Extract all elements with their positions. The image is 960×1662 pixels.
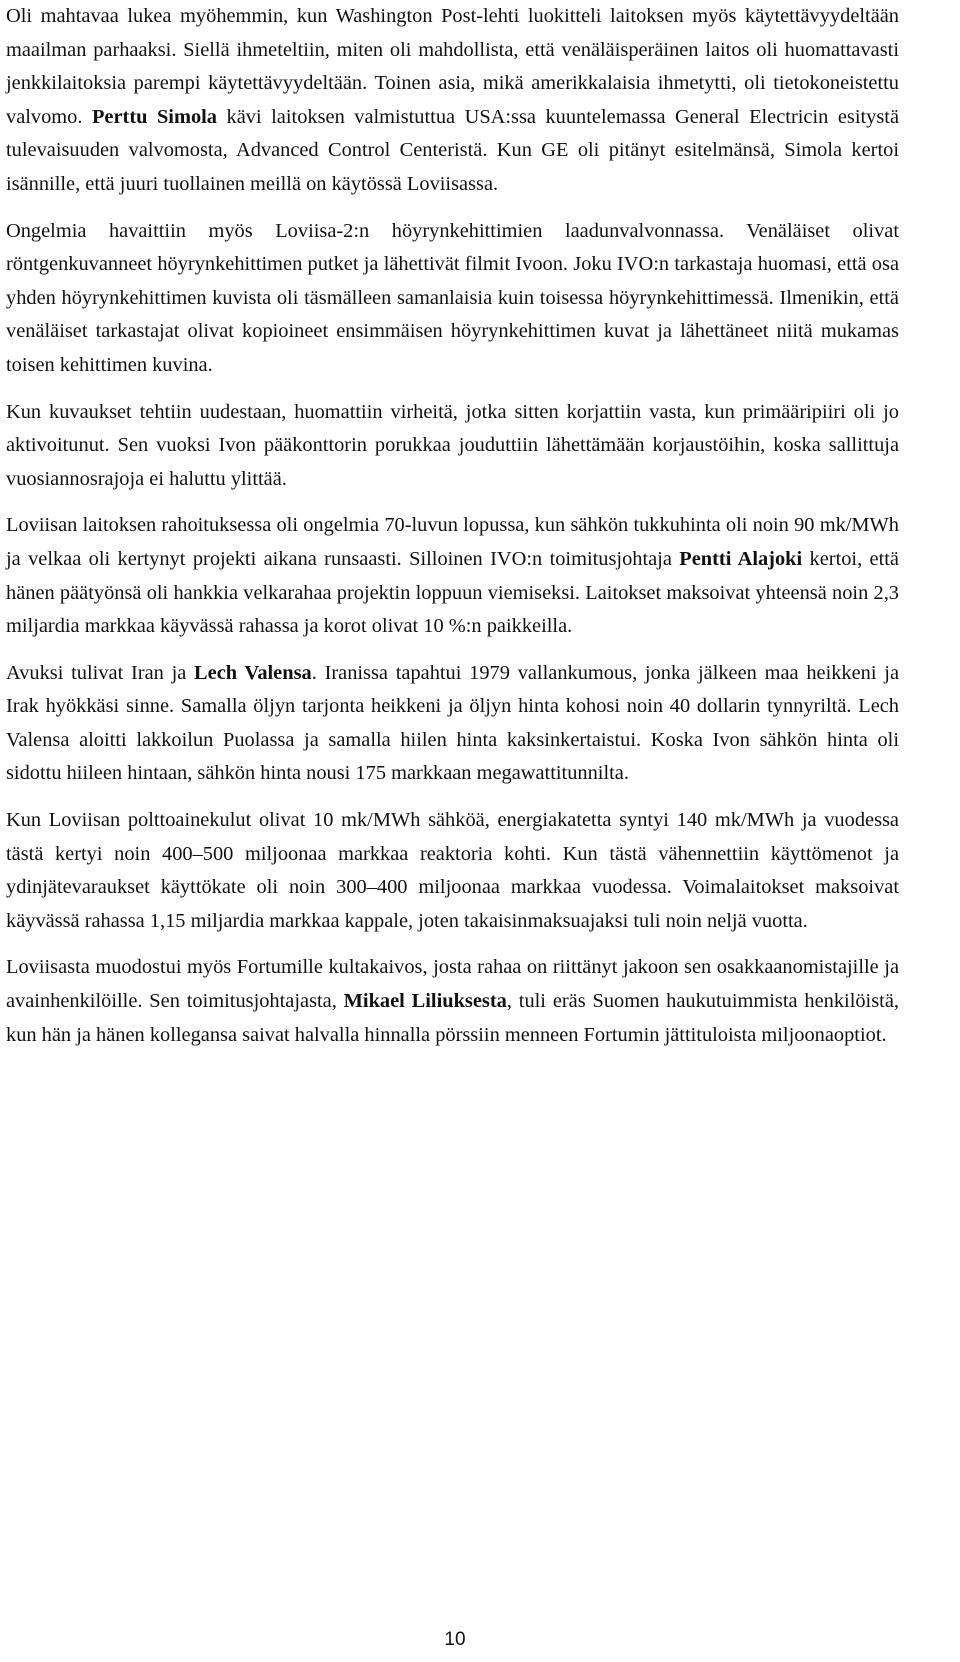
paragraph — [6, 951, 899, 1052]
paragraph — [6, 0, 899, 202]
bold-name-text: Mikael Liliuksesta — [343, 990, 507, 1013]
paragraph-text: Loviisasta muodostui myös Fortumille kultakaivos, josta rahaa on riittänyt jakoon sen osakkaanomistajille ja avainhenkilöille. Sen toimitusjohtajasta, — [6, 956, 899, 1013]
paragraph — [6, 509, 899, 643]
paragraph — [6, 804, 899, 938]
paragraph-text: Loviisan laitoksen rahoituksessa oli ongelmia 70-luvun lopussa, kun sähkön tukkuhinta oli noin 90 mk/MWh ja velkaa oli kertynyt projekti aikana runsaasti. Silloinen IVO:n toimitusjohtaja — [6, 514, 899, 570]
paragraph-text: Ongelmia havaittiin myös Loviisa-2:n höyrynkehittimien laadunvalvonnassa. Venäläiset olivat röntgenkuvanneet höyrynkehittimen putket ja lähettivät filmit Ivoon. Joku IVO:n tarkastaja huomasi, että osa yhden höyrynkehittimen kuvista oli täsmälleen samanlaisia kuin toisessa höyrynkehittimessä. Ilmenikin, että venäläiset tarkastajat olivat kopioineet ensimmäisen höyrynkehittimen kuvat ja lähettäneet niitä mukamas toisen kehittimen kuvina. — [6, 219, 899, 376]
paragraph — [6, 215, 899, 383]
page-number: 10 — [444, 1629, 466, 1650]
paragraph — [6, 657, 899, 791]
paragraph — [6, 396, 899, 497]
paragraph-text: Kun Loviisan polttoainekulut olivat 10 mk/MWh sähköä, energiakatetta syntyi 140 mk/MWh ja vuodessa tästä kertyi noin 400–500 miljoonaa markkaa reaktoria kohti. Kun tästä vähennettiin käyttömenot ja ydinjätevaraukset käyttökate oli noin 300–400 miljoonaa markkaa vuodessa. Voimalaitokset maksoivat käyvässä rahassa 1,15 miljardia markkaa kappale, joten takaisinmaksuajaksi tuli noin neljä vuotta. — [6, 809, 899, 932]
paragraph-text: kertoi, että hänen päätyönsä oli hankkia velkarahaa projektin loppuun viemiseksi. Laitokset maksoivat yhteensä noin 2,3 miljardia markkaa käyvässä rahassa ja korot olivat 10 %:n paikkeilla. — [6, 547, 899, 638]
paragraph-text: . Iranissa tapahtui 1979 vallankumous, jonka jälkeen maa heikkeni ja Irak hyökkäsi sinne. Samalla öljyn tarjonta heikkeni ja öljyn hinta kohosi noin 40 dollarin tynnyriltä. Lech Valensa aloitti lakkoilun Puolassa ja samalla hiilen hinta kaksinkertaistui. Koska Ivon sähkön hinta oli sidottu hiileen hintaan, sähkön hinta nousi 175 markkaan megawattitunnilta. — [6, 661, 899, 785]
bold-name-text: Perttu Simola — [91, 105, 218, 128]
paragraph-text: Avuksi tulivat Iran ja — [6, 661, 195, 684]
paragraph-text: , tuli eräs Suomen haukutuimmista henkilöistä, kun hän ja hänen kollegansa saivat halvalla hinnalla pörssiin menneen Fortumin jättituloista miljoonaoptiot. — [6, 990, 899, 1046]
bold-name-text: Pentti Alajoki — [679, 547, 803, 570]
bold-name-text: Lech Valensa — [194, 661, 312, 684]
paragraph-text: kävi laitoksen valmistuttua USA:ssa kuuntelemassa General Electricin esitystä tulevaisuuden valvomosta, Advanced Control Centeristä. Kun GE oli pitänyt esitelmänsä, Simola kertoi isännille, että juuri tuollainen meillä on käytössä Loviisassa. — [6, 105, 899, 195]
paragraph-text: Kun kuvaukset tehtiin uudestaan, huomattiin virheitä, jotka sitten korjattiin vasta, kun primääripiiri oli jo aktivoitunut. Sen vuoksi Ivon pääkonttorin porukkaa jouduttiin lähettämään korjaustöihin, koska sallittuja vuosiannosrajoja ei haluttu ylittää. — [6, 400, 899, 490]
document-body — [6, 0, 899, 1052]
paragraph-text: Oli mahtavaa lukea myöhemmin, kun Washington Post-lehti luokitteli laitoksen myös käytettävyydeltään maailman parhaaksi. Siellä ihmeteltiin, miten oli mahdollista, että venäläisperäinen laitos oli huomattavasti jenkkilaitoksia parempi käytettävyydeltään. Toinen asia, mikä amerikkalaisia ihmetytti, oli tietokoneistettu valvomo. — [6, 5, 899, 128]
